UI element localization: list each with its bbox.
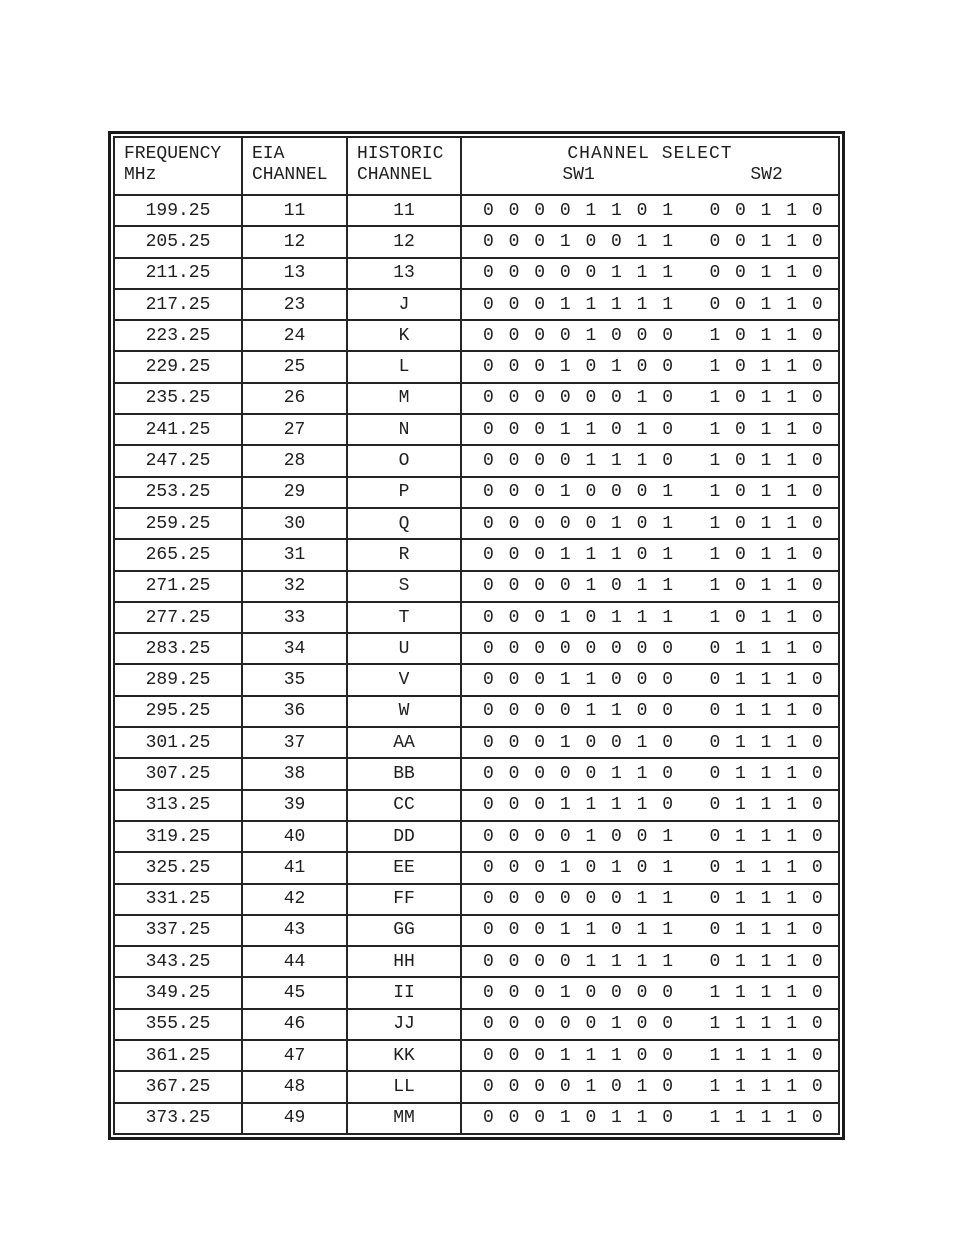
historic-channel-cell: 11 [347,195,461,226]
table-row [114,727,839,758]
sw1-bits: 0 0 0 1 0 0 1 1 [483,231,675,252]
historic-channel-cell: MM [347,1103,461,1134]
eia-channel-cell: 49 [242,1103,347,1134]
table-row [114,320,839,351]
table-row [114,508,839,539]
sw1-bits: 0 0 0 0 0 1 0 1 [483,513,675,534]
sw2-bits: 0 1 1 1 0 [709,951,824,972]
sw1-bits: 0 0 0 1 0 1 0 1 [483,857,675,878]
eia-channel-cell: 23 [242,289,347,320]
table-row [114,477,839,508]
eia-channel-cell: 26 [242,383,347,414]
historic-channel-cell: II [347,977,461,1008]
sw2-bits: 1 1 1 1 0 [709,1045,824,1066]
channel-select-cell [461,351,839,382]
eia-channel-cell: 46 [242,1009,347,1040]
eia-channel-cell: 11 [242,195,347,226]
sw2-bits: 1 0 1 1 0 [709,607,824,628]
sw1-bits: 0 0 0 1 0 0 0 1 [483,482,675,503]
channel-select-cell [461,946,839,977]
frequency-cell: 367.25 [114,1071,242,1102]
sw2-bits: 0 1 1 1 0 [709,920,824,941]
frequency-cell: 343.25 [114,946,242,977]
frequency-cell: 241.25 [114,414,242,445]
frequency-cell: 373.25 [114,1103,242,1134]
sw1-bits: 0 0 0 1 1 1 1 0 [483,795,675,816]
frequency-cell: 283.25 [114,633,242,664]
channel-select-cell [461,258,839,289]
sw2-bits: 1 0 1 1 0 [709,325,824,346]
frequency-cell: 229.25 [114,351,242,382]
sw1-bits: 0 0 0 0 1 1 1 1 [483,951,675,972]
channel-select-cell [461,1040,839,1071]
historic-channel-cell: Q [347,508,461,539]
channel-select-cell [461,508,839,539]
frequency-cell: 247.25 [114,445,242,476]
sw1-header-label: SW1 [562,165,595,185]
table-row [114,633,839,664]
channel-select-cell [461,884,839,915]
historic-header-line1: HISTORIC [357,144,444,164]
table-row [114,664,839,695]
historic-channel-cell: R [347,539,461,570]
table-row [114,915,839,946]
eia-header-line2: CHANNEL [252,165,328,185]
frequency-cell: 259.25 [114,508,242,539]
sw1-bits: 0 0 0 1 0 1 1 1 [483,607,675,628]
table-row [114,1071,839,1102]
frequency-cell: 325.25 [114,852,242,883]
frequency-cell: 361.25 [114,1040,242,1071]
table-row [114,1009,839,1040]
channel-select-cell [461,821,839,852]
historic-channel-cell: BB [347,758,461,789]
channel-select-cell [461,195,839,226]
channel-select-cell [461,571,839,602]
table-row [114,571,839,602]
sw2-bits: 1 0 1 1 0 [709,357,824,378]
frequency-cell: 313.25 [114,790,242,821]
sw1-bits: 0 0 0 1 1 1 1 1 [483,294,675,315]
sw1-bits: 0 0 0 0 0 0 0 0 [483,638,675,659]
eia-channel-cell: 25 [242,351,347,382]
eia-channel-cell: 40 [242,821,347,852]
table-row [114,195,839,226]
historic-channel-cell: HH [347,946,461,977]
sw2-bits: 0 0 1 1 0 [709,294,824,315]
sw2-bits: 1 1 1 1 0 [709,1076,824,1097]
eia-channel-cell: 37 [242,727,347,758]
frequency-header-line1: FREQUENCY [124,144,222,164]
eia-channel-cell: 48 [242,1071,347,1102]
sw1-bits: 0 0 0 0 1 1 0 1 [483,200,675,221]
sw1-bits: 0 0 0 1 0 0 1 0 [483,732,675,753]
eia-channel-cell: 34 [242,633,347,664]
table-row [114,1040,839,1071]
table-row [114,383,839,414]
sw1-bits: 0 0 0 1 1 0 1 0 [483,419,675,440]
table-row [114,977,839,1008]
frequency-header-line2: MHz [124,165,157,185]
table-body [114,195,839,1134]
table-row [114,852,839,883]
historic-channel-cell: JJ [347,1009,461,1040]
table-row [114,790,839,821]
channel-select-cell [461,664,839,695]
historic-channel-cell: 13 [347,258,461,289]
historic-channel-cell: 12 [347,226,461,257]
historic-channel-cell: AA [347,727,461,758]
table-row [114,226,839,257]
historic-channel-cell: V [347,664,461,695]
sw1-bits: 0 0 0 1 1 1 0 1 [483,544,675,565]
channel-select-cell [461,289,839,320]
historic-channel-cell: U [347,633,461,664]
channel-select-cell [461,226,839,257]
eia-channel-cell: 31 [242,539,347,570]
sw1-bits: 0 0 0 0 1 0 0 0 [483,325,675,346]
sw2-bits: 0 1 1 1 0 [709,638,824,659]
channel-select-cell [461,977,839,1008]
historic-channel-cell: GG [347,915,461,946]
sw2-bits: 0 1 1 1 0 [709,763,824,784]
frequency-cell: 295.25 [114,696,242,727]
sw1-bits: 0 0 0 0 0 1 0 0 [483,1014,675,1035]
sw1-bits: 0 0 0 0 0 1 1 0 [483,763,675,784]
channel-select-cell [461,320,839,351]
sw1-bits: 0 0 0 0 1 0 1 1 [483,576,675,597]
sw2-bits: 1 1 1 1 0 [709,1108,824,1129]
channel-select-cell [461,1071,839,1102]
table-row [114,946,839,977]
sw2-bits: 1 0 1 1 0 [709,513,824,534]
eia-channel-cell: 27 [242,414,347,445]
eia-channel-cell: 12 [242,226,347,257]
sw2-bits: 1 1 1 1 0 [709,1014,824,1035]
sw1-bits: 0 0 0 1 0 0 0 0 [483,983,675,1004]
frequency-cell: 331.25 [114,884,242,915]
sw1-bits: 0 0 0 0 1 0 1 0 [483,1076,675,1097]
table-row [114,758,839,789]
historic-channel-header [347,137,461,195]
eia-header-line1: EIA [252,144,285,164]
eia-channel-cell: 24 [242,320,347,351]
sw2-bits: 0 1 1 1 0 [709,857,824,878]
table-row [114,258,839,289]
channel-select-cell [461,790,839,821]
historic-channel-cell: L [347,351,461,382]
eia-channel-cell: 41 [242,852,347,883]
sw2-bits: 0 1 1 1 0 [709,732,824,753]
historic-channel-cell: N [347,414,461,445]
frequency-cell: 223.25 [114,320,242,351]
frequency-cell: 289.25 [114,664,242,695]
eia-channel-cell: 47 [242,1040,347,1071]
sw2-bits: 0 0 1 1 0 [709,200,824,221]
channel-select-cell [461,915,839,946]
frequency-cell: 235.25 [114,383,242,414]
frequency-cell: 319.25 [114,821,242,852]
eia-channel-cell: 45 [242,977,347,1008]
sw1-bits: 0 0 0 1 0 1 1 0 [483,1108,675,1129]
channel-select-cell [461,1009,839,1040]
eia-channel-cell: 39 [242,790,347,821]
sw2-bits: 0 1 1 1 0 [709,670,824,691]
frequency-cell: 349.25 [114,977,242,1008]
channel-select-cell [461,602,839,633]
channel-select-table [113,136,840,1135]
historic-channel-cell: FF [347,884,461,915]
table-row [114,696,839,727]
sw2-bits: 1 0 1 1 0 [709,576,824,597]
sw2-bits: 1 0 1 1 0 [709,451,824,472]
eia-channel-cell: 35 [242,664,347,695]
historic-channel-cell: LL [347,1071,461,1102]
eia-channel-cell: 43 [242,915,347,946]
sw2-bits: 0 1 1 1 0 [709,889,824,910]
channel-table-border [108,131,845,1140]
sw1-bits: 0 0 0 1 1 0 1 1 [483,920,675,941]
table-row [114,289,839,320]
sw1-bits: 0 0 0 1 1 1 0 0 [483,1045,675,1066]
historic-channel-cell: DD [347,821,461,852]
eia-channel-header [242,137,347,195]
eia-channel-cell: 36 [242,696,347,727]
eia-channel-cell: 38 [242,758,347,789]
sw2-bits: 0 0 1 1 0 [709,231,824,252]
frequency-cell: 355.25 [114,1009,242,1040]
sw2-bits: 0 1 1 1 0 [709,795,824,816]
historic-channel-cell: W [347,696,461,727]
eia-channel-cell: 44 [242,946,347,977]
channel-select-cell [461,539,839,570]
historic-channel-cell: J [347,289,461,320]
table-row [114,351,839,382]
frequency-cell: 253.25 [114,477,242,508]
sw1-bits: 0 0 0 0 0 1 1 1 [483,263,675,284]
historic-channel-cell: T [347,602,461,633]
historic-channel-cell: KK [347,1040,461,1071]
channel-select-cell [461,727,839,758]
channel-select-cell [461,1103,839,1134]
frequency-cell: 307.25 [114,758,242,789]
header-row [114,137,839,195]
sw2-bits: 1 0 1 1 0 [709,388,824,409]
table-row [114,602,839,633]
channel-select-cell [461,383,839,414]
sw2-bits: 1 0 1 1 0 [709,419,824,440]
sw2-bits: 0 0 1 1 0 [709,263,824,284]
sw2-bits: 1 0 1 1 0 [709,482,824,503]
historic-channel-cell: EE [347,852,461,883]
historic-channel-cell: O [347,445,461,476]
channel-select-cell [461,414,839,445]
sw1-bits: 0 0 0 0 1 1 1 0 [483,451,675,472]
sw2-bits: 0 1 1 1 0 [709,826,824,847]
frequency-header [114,137,242,195]
frequency-cell: 271.25 [114,571,242,602]
channel-select-cell [461,477,839,508]
sw2-header-label: SW2 [750,165,783,185]
channel-select-header [461,137,839,195]
historic-channel-cell: CC [347,790,461,821]
table-row [114,821,839,852]
frequency-cell: 265.25 [114,539,242,570]
eia-channel-cell: 28 [242,445,347,476]
historic-channel-cell: S [347,571,461,602]
channel-select-cell [461,696,839,727]
eia-channel-cell: 33 [242,602,347,633]
sw2-bits: 1 1 1 1 0 [709,983,824,1004]
sw2-bits: 0 1 1 1 0 [709,701,824,722]
channel-select-cell [461,758,839,789]
frequency-cell: 277.25 [114,602,242,633]
frequency-cell: 217.25 [114,289,242,320]
table-row [114,1103,839,1134]
frequency-cell: 211.25 [114,258,242,289]
sw1-bits: 0 0 0 1 1 0 0 0 [483,670,675,691]
sw1-bits: 0 0 0 0 0 0 1 1 [483,889,675,910]
frequency-cell: 199.25 [114,195,242,226]
eia-channel-cell: 13 [242,258,347,289]
sw2-bits: 1 0 1 1 0 [709,544,824,565]
eia-channel-cell: 30 [242,508,347,539]
eia-channel-cell: 32 [242,571,347,602]
eia-channel-cell: 42 [242,884,347,915]
table-row [114,414,839,445]
channel-select-cell [461,445,839,476]
historic-channel-cell: K [347,320,461,351]
sw1-bits: 0 0 0 0 1 0 0 1 [483,826,675,847]
sw1-bits: 0 0 0 0 1 1 0 0 [483,701,675,722]
frequency-cell: 337.25 [114,915,242,946]
channel-select-title: CHANNEL SELECT [567,144,733,164]
eia-channel-cell: 29 [242,477,347,508]
sw1-bits: 0 0 0 1 0 1 0 0 [483,357,675,378]
historic-header-line2: CHANNEL [357,165,433,185]
channel-select-cell [461,852,839,883]
table-row [114,445,839,476]
table-row [114,539,839,570]
table-row [114,884,839,915]
historic-channel-cell: M [347,383,461,414]
historic-channel-cell: P [347,477,461,508]
frequency-cell: 205.25 [114,226,242,257]
sw1-bits: 0 0 0 0 0 0 1 0 [483,388,675,409]
channel-select-cell [461,633,839,664]
frequency-cell: 301.25 [114,727,242,758]
